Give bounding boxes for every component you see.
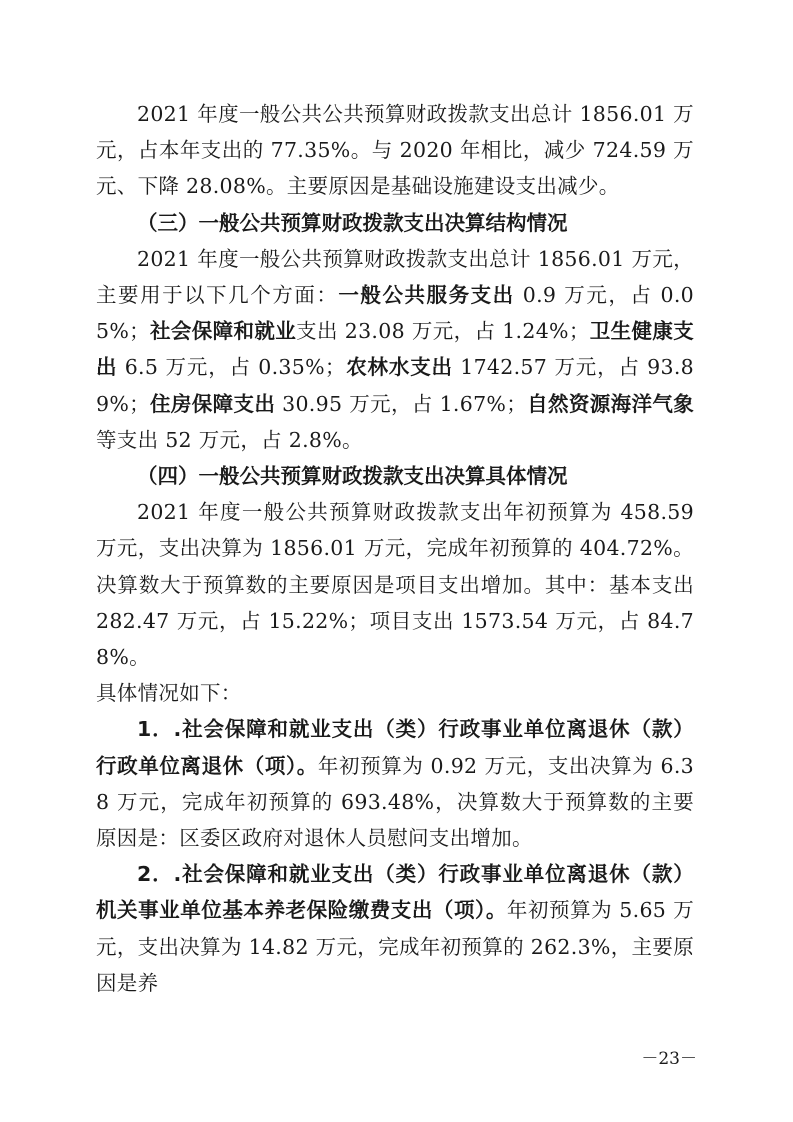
page-number: －23－ xyxy=(641,1049,697,1069)
category-general-public-services: 一般公共服务支出 xyxy=(338,283,515,308)
category-social-security: 社会保障和就业 xyxy=(149,319,297,344)
paragraph-expenditure-total: 2021 年度一般公共公共预算财政拨款支出总计 1856.01 万元，占本年支出的 77.35%。与 2020 年相比，减少 724.59 万元、下降 28.08%。主要原因是基础设施建设支出减少。 xyxy=(96,102,694,199)
paragraph-details-intro: 具体情况如下： xyxy=(96,681,242,706)
item-title: 1．.社会保障和就业支出（类）行政事业单位离退休（款）行政单位离退休（项）。 xyxy=(96,717,694,778)
paragraph-budget-execution: 2021 年度一般公共预算财政拨款支出年初预算为 458.59 万元，支出决算为 1856.01 万元，完成年初预算的 404.72%。决算数大于预算数的主要原因是项目支出增加。其中：基本支出 282.47 万元，占 15.22%；项目支出 1573.54 万元，占 84.78%。 xyxy=(96,500,694,670)
category-housing: 住房保障支出 xyxy=(149,391,276,416)
section-heading-details: （四）一般公共预算财政拨款支出决算具体情况 xyxy=(137,464,568,489)
list-item-pension-contribution xyxy=(96,856,694,1001)
item-text: 年初预算为 0.92 万元，支出决算为 6.38 万元，完成年初预算的 693.48%，决算数大于预算数的主要原因是：区委区政府对退休人员慰问支出增加。 xyxy=(96,753,694,851)
paragraph-expenditure-structure: 2021 年度一般公共预算财政拨款支出总计 1856.01 万元，主要用于以下几个方面：一般公共服务支出 0.9 万元，占 0.05%；社会保障和就业支出 23.08 万元，占 1.24%；卫生健康支出 6.5 万元，占 0.35%；农林水支出 1742.57 万元，占 93.89%；住房保障支出 30.95 万元，占 1.67%；自然资源海洋气象等支出 52 万元，占 2.8%。 xyxy=(96,246,695,452)
item-title: 2．.社会保障和就业支出（类）行政事业单位离退休（款） 机关事业单位基本养老保险缴费支出（项）。 xyxy=(96,862,694,923)
category-health: 卫生健康支出 xyxy=(96,319,695,380)
list-item-retirement-admin xyxy=(96,711,694,856)
section-heading-structure: （三）一般公共预算财政拨款支出决算结构情况 xyxy=(137,210,568,235)
category-agriculture: 农林水支出 xyxy=(345,355,453,380)
document-page xyxy=(96,96,694,1001)
category-natural-resources: 自然资源海洋气象 xyxy=(527,391,694,416)
item-text: 年初预算为 5.65 万元，支出决算为 14.82 万元，完成年初预算的 262.3%，主要原因是养 xyxy=(96,898,695,995)
